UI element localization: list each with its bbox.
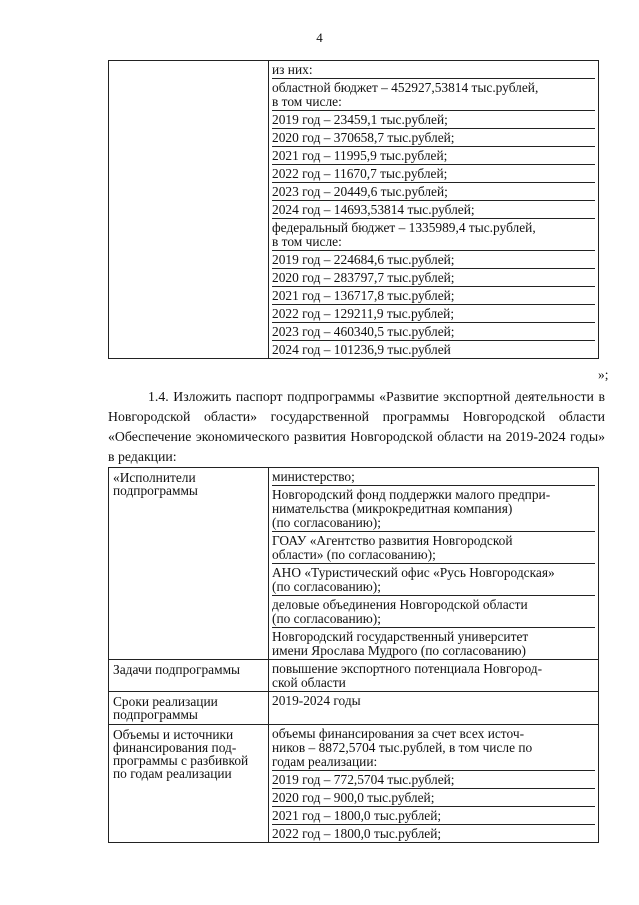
row-label-cell [109, 660, 269, 692]
budget-line: 2024 год – 101236,9 тыс.рублей [272, 342, 451, 357]
empty-label-cell [109, 61, 269, 359]
subprogram-passport-table [108, 467, 599, 843]
row-value-line: 2021 год – 1800,0 тыс.рублей; [272, 807, 595, 825]
row-value-cell [269, 468, 599, 660]
row-value-line: АНО «Туристический офис «Русь Новгородская» (по согласованию); [272, 564, 595, 596]
row-value-line: деловые объединения Новгородской области (по согласованию); [272, 596, 595, 628]
row-value-line: министерство; [272, 468, 595, 486]
table-row [109, 660, 599, 692]
row-value-line: 2019-2024 годы [272, 693, 361, 708]
row-label-cell [109, 468, 269, 660]
budget-line: 2021 год – 11995,9 тыс.рублей; [272, 147, 595, 165]
table-row [109, 692, 599, 725]
closing-quote-mark: »; [598, 367, 609, 382]
budget-line: 2021 год – 136717,8 тыс.рублей; [272, 287, 595, 305]
budget-line: 2022 год – 129211,9 тыс.рублей; [272, 305, 595, 323]
budget-line: федеральный бюджет – 1335989,4 тыс.рублей, в том числе: [272, 219, 595, 251]
budget-line: 2019 год – 224684,6 тыс.рублей; [272, 251, 595, 269]
budget-lines-cell [269, 61, 599, 359]
row-value-line: повышение экспортного потенциала Новгород- ской области [272, 661, 543, 690]
budget-line: 2020 год – 283797,7 тыс.рублей; [272, 269, 595, 287]
budget-line: 2020 год – 370658,7 тыс.рублей; [272, 129, 595, 147]
table-row [109, 61, 599, 359]
row-label: «Исполнители подпрограммы [113, 470, 198, 498]
row-value-line: 2022 год – 1800,0 тыс.рублей; [272, 826, 442, 841]
row-value-line: 2019 год – 772,5704 тыс.рублей; [272, 771, 595, 789]
row-value-cell [269, 725, 599, 843]
budget-lines [269, 61, 598, 358]
row-label: Объемы и источники финансирования под- программы с разбивкой по годам реализации [113, 727, 249, 781]
budget-line: из них: [272, 61, 595, 79]
budget-line: областной бюджет – 452927,53814 тыс.рублей, в том числе: [272, 79, 595, 111]
budget-line: 2019 год – 23459,1 тыс.рублей; [272, 111, 595, 129]
table-row [109, 725, 599, 843]
row-label: Сроки реализации подпрограммы [113, 694, 218, 722]
row-value-line: объемы финансирования за счет всех источ- ников – 8872,5704 тыс.рублей, в том числе по годам реализации: [272, 725, 595, 771]
page-number: 4 [316, 30, 323, 45]
row-value-cell [269, 660, 599, 692]
row-value-line: 2020 год – 900,0 тыс.рублей; [272, 789, 595, 807]
row-value-line: Новгородский государственный университет имени Ярослава Мудрого (по согласованию) [272, 629, 529, 658]
row-label: Задачи подпрограммы [113, 662, 241, 677]
budget-line: 2023 год – 20449,6 тыс.рублей; [272, 183, 595, 201]
row-value-line: ГОАУ «Агентство развития Новгородской области» (по согласованию); [272, 532, 595, 564]
amendment-paragraph [108, 387, 605, 467]
row-label-cell [109, 725, 269, 843]
row-value-cell [269, 692, 599, 725]
budget-line: 2023 год – 460340,5 тыс.рублей; [272, 323, 595, 341]
budget-line: 2024 год – 14693,53814 тыс.рублей; [272, 201, 595, 219]
budget-table-continuation [108, 60, 599, 359]
amendment-paragraph-text: 1.4. Изложить паспорт подпрограммы «Развитие экспортной деятельности в Новгородской области» государственной программы Новгородской области «Обеспечение экономического развития Новгородской области на 2019-2024 годы» в редакции: [108, 389, 605, 464]
budget-line: 2022 год – 11670,7 тыс.рублей; [272, 165, 595, 183]
table-row [109, 468, 599, 660]
row-label-cell [109, 692, 269, 725]
row-value-line: Новгородский фонд поддержки малого предпри- нимательства (микрокредитная компания) (по согласованию); [272, 486, 595, 532]
